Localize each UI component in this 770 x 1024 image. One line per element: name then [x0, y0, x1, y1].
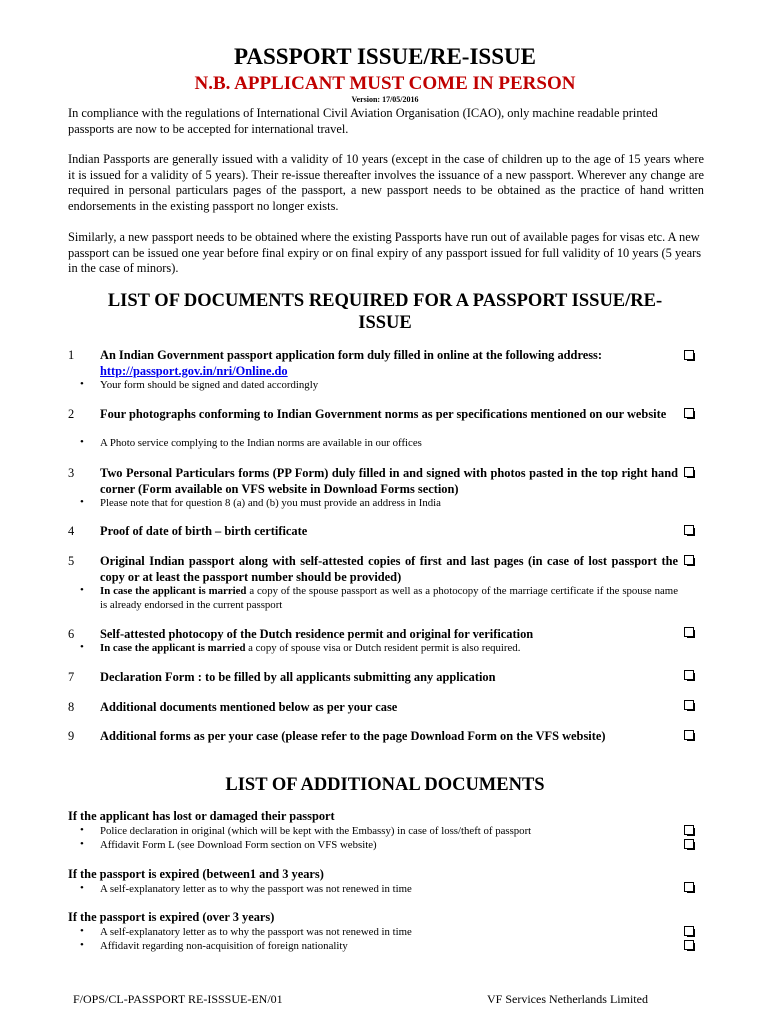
checkbox-icon[interactable] — [684, 940, 694, 950]
document-item-text: Proof of date of birth – birth certificate — [100, 524, 308, 538]
bullet-icon: • — [80, 584, 84, 596]
bullet-icon: • — [80, 925, 84, 937]
item-number: 8 — [68, 700, 75, 714]
page-subtitle: N.B. APPLICANT MUST COME IN PERSON — [194, 73, 576, 94]
list-item: Affidavit regarding non-acquisition of foreign nationality — [100, 940, 348, 952]
checkbox-icon[interactable] — [684, 670, 694, 680]
checkbox-icon[interactable] — [684, 926, 694, 936]
intro-paragraph-3: Similarly, a new passport needs to be obtained where the existing Passports have run out of available pages for visas etc. A new passport can be issued one year before final expiry or on final expiry of any passport issued for full validity of 10 years (5 years in the case of minors). — [68, 230, 702, 276]
bullet-icon: • — [80, 838, 84, 850]
item-number: 5 — [68, 554, 75, 568]
checkbox-icon[interactable] — [684, 525, 694, 535]
item-number: 7 — [68, 670, 75, 684]
section-title: If the passport is expired (between1 and 3 years) — [68, 867, 324, 881]
item-note — [100, 641, 678, 655]
intro-paragraph-2: Indian Passports are generally issued with a validity of 10 years (except in the case of children up to the age of 15 years where it is issued for a validity of 5 years). Their re-issue thereafter involves the issuance of a new passport. Wherever any change are required in personal particulars pages of the passport, a new passport needs to be obtained as the practice of hand written endorsements in the existing passport no longer exists. — [68, 152, 704, 213]
item-note — [100, 584, 678, 612]
item-note: A Photo service complying to the Indian norms are available in our offices — [100, 437, 422, 449]
document-item-text: Additional documents mentioned below as per your case — [100, 700, 398, 714]
version-label: Version: 17/05/2016 — [351, 95, 419, 104]
bullet-icon: • — [80, 378, 84, 390]
section-title: If the passport is expired (over 3 years) — [68, 910, 275, 924]
item-note-text: a copy of the spouse passport as well as a photocopy of the marriage certificate if the spouse name is already endorsed in the current passport — [100, 585, 678, 611]
item-number: 6 — [68, 627, 75, 641]
checkbox-icon[interactable] — [684, 408, 694, 418]
checkbox-icon[interactable] — [684, 825, 694, 835]
documents-heading-line1: LIST OF DOCUMENTS REQUIRED FOR A PASSPORT ISSUE/RE- — [107, 291, 663, 311]
additional-heading: LIST OF ADDITIONAL DOCUMENTS — [225, 775, 545, 795]
document-item-text: Four photographs conforming to Indian Government norms as per specifications mentioned on our website — [100, 407, 667, 421]
bullet-icon: • — [80, 641, 84, 653]
page-title: PASSPORT ISSUE/RE-ISSUE — [234, 44, 536, 69]
list-item: Police declaration in original (which will be kept with the Embassy) in case of loss/theft of passport — [100, 825, 532, 837]
bullet-icon: • — [80, 496, 84, 508]
checkbox-icon[interactable] — [684, 730, 694, 740]
item-note: Please note that for question 8 (a) and (b) you must provide an address in India — [100, 497, 441, 509]
item-number: 3 — [68, 466, 75, 480]
bullet-icon: • — [80, 939, 84, 951]
document-item-text: Self-attested photocopy of the Dutch residence permit and original for verification — [100, 627, 534, 641]
checkbox-icon[interactable] — [684, 350, 694, 360]
documents-heading — [60, 290, 710, 334]
footer-company: VF Services Netherlands Limited — [487, 992, 648, 1006]
intro-paragraph-1: In compliance with the regulations of International Civil Aviation Organisation (ICAO), only machine readable printed passports are now to be accepted for international travel. — [68, 106, 658, 136]
bullet-icon: • — [80, 436, 84, 448]
document-item-text: Additional forms as per your case (please refer to the page Download Form on the VFS website) — [100, 729, 606, 743]
bullet-icon: • — [80, 824, 84, 836]
footer-document-code: F/OPS/CL-PASSPORT RE-ISSSUE-EN/01 — [73, 992, 283, 1006]
documents-heading-line2: ISSUE — [358, 313, 412, 333]
document-item-text: Declaration Form : to be filled by all applicants submitting any application — [100, 670, 496, 684]
document-item-text: An Indian Government passport application form duly filled in online at the following address: — [100, 348, 602, 362]
document-item — [100, 348, 678, 379]
item-number: 2 — [68, 407, 75, 421]
item-number: 1 — [68, 348, 75, 362]
checkbox-icon[interactable] — [684, 882, 694, 892]
bullet-icon: • — [80, 882, 84, 894]
list-item: Affidavit Form L (see Download Form section on VFS website) — [100, 839, 377, 851]
document-item-text: Two Personal Particulars forms (PP Form) duly filled in and signed with photos pasted in the top right hand corner (Form available on VFS website in Download Forms section) — [100, 466, 678, 496]
item-note-text: a copy of spouse visa or Dutch resident permit is also required. — [245, 642, 521, 654]
checkbox-icon[interactable] — [684, 627, 694, 637]
item-note-emphasis: In case the applicant is married — [100, 642, 246, 654]
checkbox-icon[interactable] — [684, 555, 694, 565]
item-note: Your form should be signed and dated accordingly — [100, 379, 319, 391]
checkbox-icon[interactable] — [684, 467, 694, 477]
checkbox-icon[interactable] — [684, 839, 694, 849]
checkbox-icon[interactable] — [684, 700, 694, 710]
list-item: A self-explanatory letter as to why the passport was not renewed in time — [100, 883, 412, 895]
section-title: If the applicant has lost or damaged their passport — [68, 809, 335, 823]
list-item: A self-explanatory letter as to why the passport was not renewed in time — [100, 926, 412, 938]
item-number: 4 — [68, 524, 75, 538]
item-number: 9 — [68, 729, 75, 743]
passport-online-link[interactable]: http://passport.gov.in/nri/Online.do — [100, 363, 288, 378]
document-item-text: Original Indian passport along with self-attested copies of first and last pages (in case of lost passport the copy or at least the passport number should be provided) — [100, 554, 678, 584]
item-note-emphasis: In case the applicant is married — [100, 585, 247, 597]
